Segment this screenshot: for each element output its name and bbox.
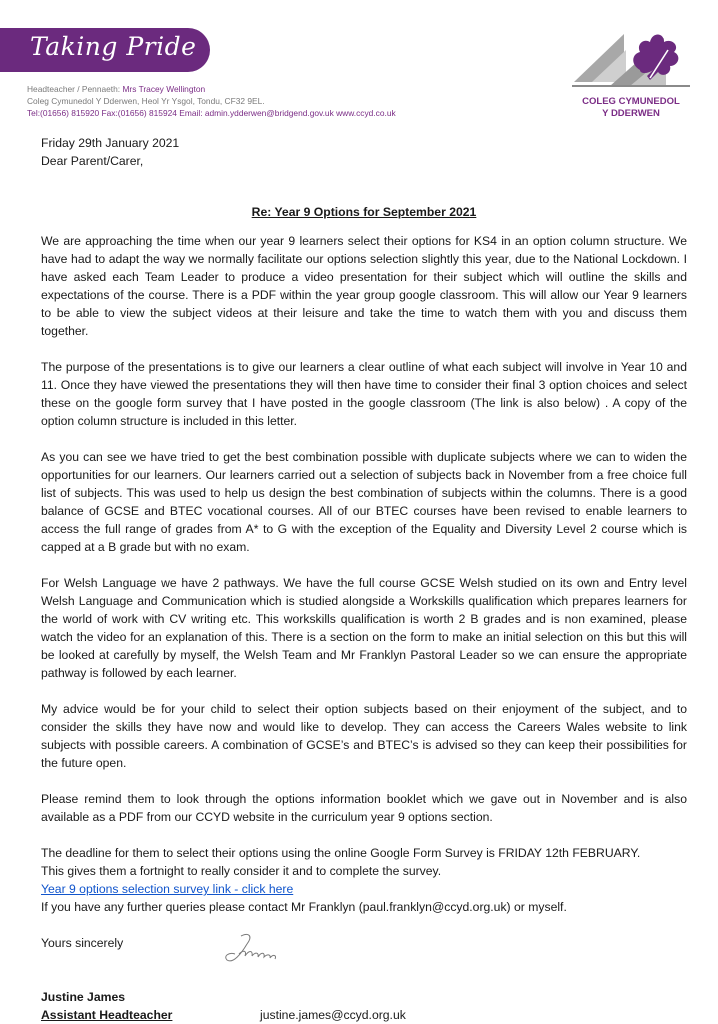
signature-area	[41, 952, 687, 988]
headteacher-prefix: Headteacher / Pennaeth:	[27, 84, 123, 94]
paragraph: The purpose of the presentations is to give our learners a clear outline of what each subject will involve in Year 10 and 11. Once they have viewed the presentations they will then have time to consider their final 3 option choices and select these on the google form survey that I have posted in the google classroom (The link is also below) . A copy of the option column structure is included in this letter.	[41, 360, 687, 428]
letter-date: Friday 29th January 2021	[41, 136, 180, 150]
letter-body	[41, 134, 687, 1024]
letter-heading: Re: Year 9 Options for September 2021	[251, 205, 477, 219]
survey-link[interactable]: Year 9 options selection survey link - click here	[41, 882, 294, 896]
headteacher-name: Mrs Tracey Wellington	[122, 84, 206, 94]
paragraph: Please remind them to look through the options information booklet which we gave out in November and is also available as a PDF from our CCYD website in the curriculum year 9 options section.	[41, 792, 687, 824]
school-contact-block	[27, 83, 396, 119]
oak-leaf-logo-icon	[570, 24, 692, 94]
paragraph: For Welsh Language we have 2 pathways. We have the full course GCSE Welsh studied on its own and Entry level Welsh Language and Communication which is studied alongside a Workskills qualification which prepares learners for the world of work with CV writing etc. This workskills qualification is worth 2 B grades and is non examined, please watch the video for an explanation of this. There is a section on the form to make an initial selection on this but this will be looked at carefully by myself, the Welsh Team and Mr Franklyn Pastoral Leader so we can ensure the appropriate pathway is followed by each learner.	[41, 576, 687, 680]
closing: Yours sincerely	[41, 936, 124, 950]
signature-image	[219, 930, 289, 968]
paragraph: We are approaching the time when our year 9 learners select their options for KS4 in an option column structure. We have had to adapt the way we normally facilitate our options selection slightly this year, due to the National Lockdown. I have asked each Team Leader to produce a video presentation for their subject which will outline the skills and expectations of the course. There is a PDF within the year group google classroom. This will allow our Year 9 learners to be able to view the subject videos at their leisure and take the time to watch them with you and discuss them together.	[41, 234, 687, 338]
signatory-name: Justine James	[41, 990, 126, 1004]
school-logo	[566, 24, 696, 124]
letter-salutation: Dear Parent/Carer,	[41, 154, 144, 168]
taking-pride-banner	[0, 28, 210, 72]
paragraph: My advice would be for your child to select their option subjects based on their enjoyment of the subject, and to consider the skills they have now and would like to develop. They can access the Careers Wales website to link subjects with possible careers. A combination of GCSE’s and BTEC’s is advised so they can keep their possibilities for the future open.	[41, 702, 687, 770]
deadline-line: The deadline for them to select their options using the online Google Form Survey is FRIDAY 12th FEBRUARY.	[41, 846, 641, 860]
signatory-role: Assistant Headteacher	[41, 1008, 173, 1022]
signatory-email: justine.james@ccyd.org.uk	[260, 1008, 406, 1022]
queries-line: If you have any further queries please contact Mr Franklyn (paul.franklyn@ccyd.org.uk) or myself.	[41, 900, 567, 914]
signatory-role-row	[41, 1006, 687, 1024]
school-contact-details: Tel:(01656) 815920 Fax:(01656) 815924 Email: admin.ydderwen@bridgend.gov.uk www.ccyd.co.uk	[27, 108, 396, 118]
paragraph: As you can see we have tried to get the best combination possible with duplicate subjects where we can to widen the opportunities for our learners. Our learners carried out a selection of subjects back in November from a free choice full list of subjects. This was used to help us design the best combination of subjects within the columns. There is a good balance of GCSE and BTEC vocational courses. All of our BTEC courses have been revised to enable learners to access the full range of grades from A* to G with the exception of the Equality and Diversity Level 2 course which is capped at a B grade but with no exam.	[41, 450, 687, 554]
school-address: Coleg Cymunedol Y Dderwen, Heol Yr Ysgol, Tondu, CF32 9EL.	[27, 96, 265, 106]
banner-title: Taking Pride	[30, 32, 197, 61]
logo-line2: Y DDERWEN	[602, 108, 660, 119]
headteacher-line	[27, 83, 396, 95]
logo-line1: COLEG CYMUNEDOL	[582, 96, 680, 107]
logo-caption	[566, 96, 696, 120]
deadline-detail: This gives them a fortnight to really consider it and to complete the survey.	[41, 864, 442, 878]
